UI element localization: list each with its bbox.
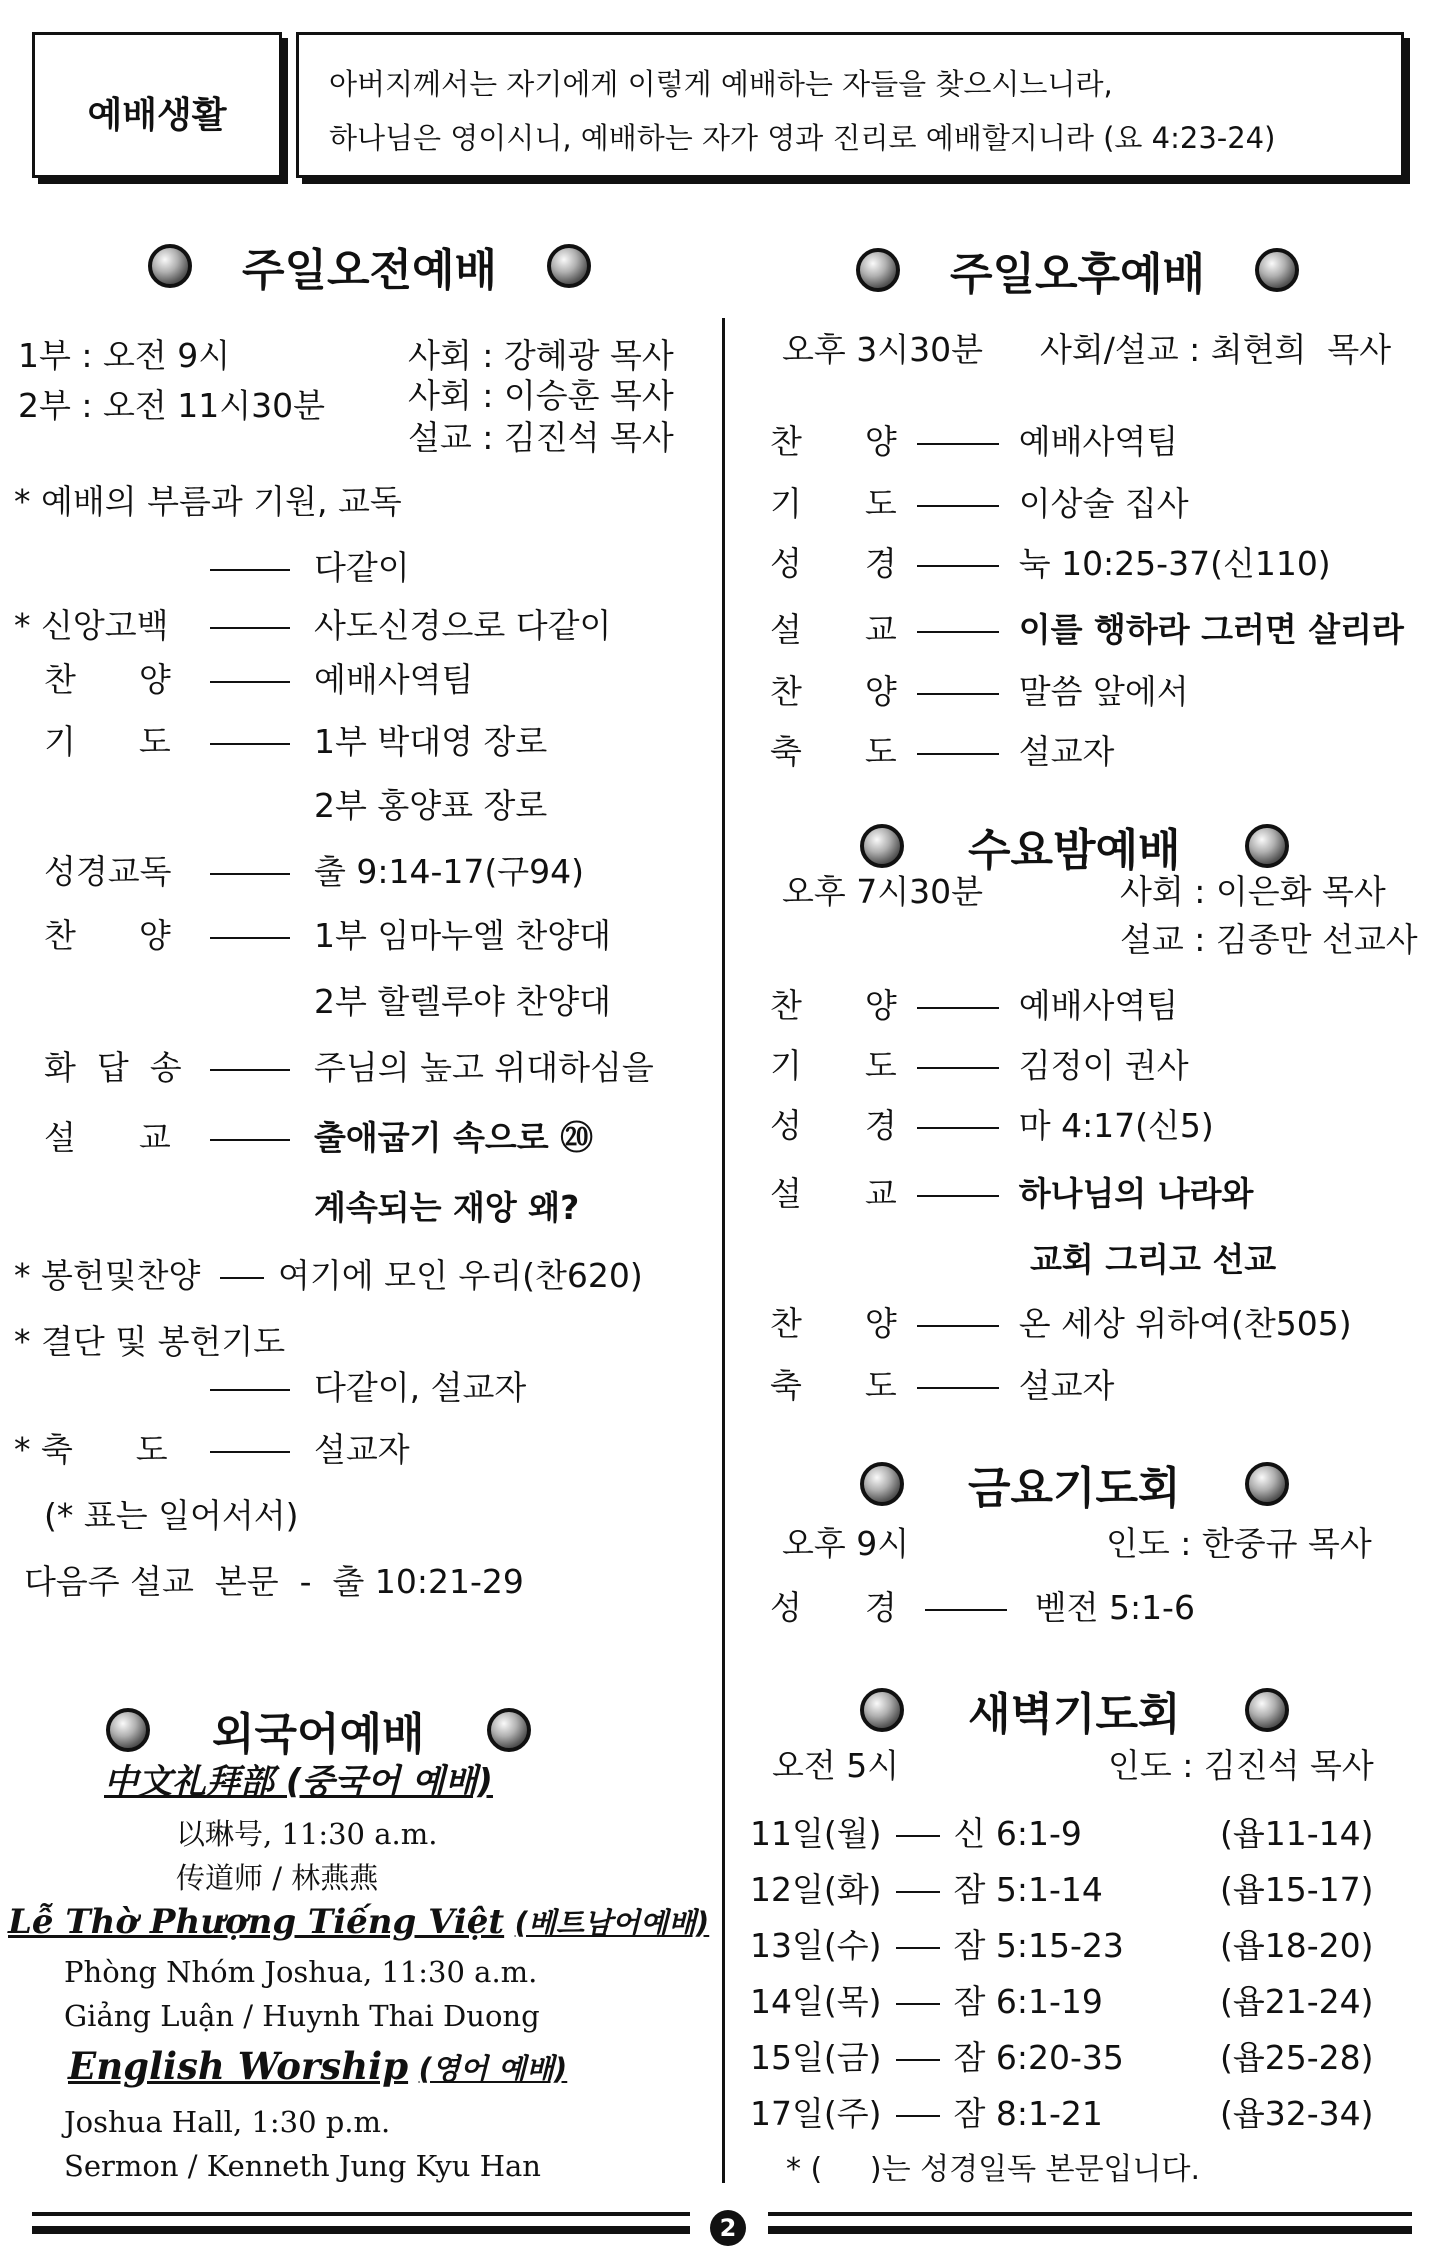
viet-title: Lễ Thờ Phượng Tiếng Việt [8,1902,505,1942]
eng-line-1: Joshua Hall, 1:30 p.m. [64,2105,391,2139]
eng-title-row [68,2044,567,2091]
chinese-line-1: 以琳号, 11:30 a.m. [176,1817,438,1851]
footer-rule-left-top [32,2212,690,2216]
eng-line-2: Sermon / Kenneth Jung Kyu Han [64,2149,541,2183]
footer-rule-left-bottom [32,2226,690,2234]
dawn-row-ref: (욥21-24) [1220,1982,1374,2021]
viet-line-1: Phòng Nhóm Joshua, 11:30 a.m. [64,1955,538,1989]
am-sermon-val-1: 출애굽기 속으로 ⑳ [314,1118,594,1157]
am-offering-val: 여기에 모인 우리(찬620) [278,1256,643,1295]
wed-time: 오후 7시30분 [782,872,983,911]
am-decision-row [186,1366,526,1410]
friday-title: 금요기도회 [968,1463,1181,1514]
bullet-icon [1255,248,1299,292]
dawn-note: * ( )는 성경일독 본문입니다. [786,2152,1201,2187]
bullet-icon [148,244,192,288]
am-leader-1: 사회 : 강혜광 목사 [408,336,674,375]
pm-time: 오후 3시30분 [782,330,983,369]
dawn-row: 12일(화) 잠 5:1-14 [750,1870,1103,1909]
am-call: * 예배의 부름과 기원, 교독 [14,482,402,521]
am-reading-label: 성경교독 [44,852,172,891]
footer-rule-right-top [768,2212,1412,2216]
pm-leader: 사회/설교 : 최현희 목사 [1040,330,1392,369]
am-offering-row [206,1254,643,1298]
am-sermon-row [186,1116,593,1160]
wed-row-5: 찬 양 온 세상 위하여(찬505) [770,1304,1352,1343]
wednesday-header [860,814,1289,878]
am-decision-label: * 결단 및 봉헌기도 [14,1322,286,1361]
dawn-row: 13일(수) 잠 5:15-23 [750,1926,1124,1965]
pm-row-4: 설 교 이를 행하라 그러면 살리라 [770,610,1404,649]
bullet-icon [487,1708,531,1752]
am-response-label: 화 답 송 [44,1048,182,1087]
am-creed-label: * 신앙고백 [14,606,169,645]
am-prayer-val-1: 1부 박대영 장로 [314,722,548,761]
chinese-title: 中文礼拜部 (중국어 예배) [104,1762,493,1802]
bullet-icon [860,1688,904,1732]
pm-row-3: 성 경 눅 10:25-37(신110) [770,544,1331,583]
am-reading-row [186,850,584,894]
verse-line-2: 하나님은 영이시니, 예배하는 자가 영과 진리로 예배할지니라 (요 4:23-24) [329,121,1276,155]
am-prayer-row [186,720,547,764]
fri-row-1: 성 경 벧전 5:1-6 [770,1588,1195,1627]
section-label: 예배생활 [87,95,227,136]
sunday-pm-title: 주일오후예배 [950,249,1206,300]
chinese-line-2: 传道师 / 林燕燕 [176,1861,379,1895]
bullet-icon [860,1462,904,1506]
am-praise-label: 찬 양 [44,660,171,699]
wed-leader: 사회 : 이은화 목사 [1120,872,1386,911]
wed-row-3: 성 경 마 4:17(신5) [770,1106,1214,1145]
sunday-pm-header [856,238,1299,302]
am-next-sermon: 다음주 설교 본문 - 출 10:21-29 [24,1562,524,1601]
bullet-icon [856,248,900,292]
eng-title: English Worship [68,2044,409,2088]
wed-preacher: 설교 : 김종만 선교사 [1120,920,1418,959]
bullet-icon [860,824,904,868]
am-response-row [186,1046,654,1090]
verse-box [296,32,1404,178]
dawn-row-ref: (욥25-28) [1220,2038,1374,2077]
friday-header [860,1452,1289,1516]
am-call-row [186,546,410,590]
am-choir-val-1: 1부 임마누엘 찬양대 [314,916,611,955]
bullet-icon [1245,824,1289,868]
am-note: (* 표는 일어서서) [44,1496,299,1535]
am-call-val: 다같이 [314,548,410,587]
dawn-row-ref: (욥11-14) [1220,1814,1374,1853]
pm-row-2: 기 도 이상술 집사 [770,484,1189,523]
am-praise-row [186,658,473,702]
bullet-icon [1245,1688,1289,1732]
wed-sermon-val-2: 교회 그리고 선교 [1030,1240,1277,1279]
bullet-icon [547,244,591,288]
fri-leader: 인도 : 한중규 목사 [1106,1524,1372,1563]
foreign-title: 외국어예배 [212,1709,425,1760]
dawn-row: 15일(금) 잠 6:20-35 [750,2038,1124,2077]
viet-title-row [8,1900,709,1945]
verse-line-1: 아버지께서는 자기에게 이렇게 예배하는 자들을 찾으시느니라, [329,67,1113,101]
am-offering-label: * 봉헌및찬양 [14,1256,201,1295]
am-prayer-val-2: 2부 홍양표 장로 [314,786,548,825]
am-reading-val: 출 9:14-17(구94) [314,852,584,891]
am-bless-val: 설교자 [314,1430,410,1469]
dawn-header [860,1678,1289,1742]
pm-row-5: 찬 양 말씀 앞에서 [770,672,1189,711]
am-creed-row [186,604,611,648]
section-label-box [32,32,282,178]
viet-sub: (베트남어예배) [514,1906,710,1940]
pm-row-6: 축 도 설교자 [770,732,1115,771]
sunday-am-header [148,234,591,298]
viet-line-2: Giảng Luận / Huynh Thai Duong [64,1999,540,2033]
wed-row-6: 축 도 설교자 [770,1366,1115,1405]
am-preacher: 설교 : 김진석 목사 [408,418,674,457]
page-number: 2 [710,2210,746,2246]
am-sermon-label: 설 교 [44,1118,171,1157]
dawn-time: 오전 5시 [772,1746,900,1785]
am-response-val: 주님의 높고 위대하심을 [314,1048,654,1087]
dawn-row: 11일(월) 신 6:1-9 [750,1814,1082,1853]
am-sermon-val-2: 계속되는 재앙 왜? [314,1188,580,1227]
am-choir-row [186,914,611,958]
am-bless-row [186,1428,410,1472]
bullet-icon [1245,1462,1289,1506]
bullet-icon [106,1708,150,1752]
dawn-row-ref: (욥15-17) [1220,1870,1374,1909]
am-prayer-label: 기 도 [44,722,171,761]
eng-sub: (영어 예배) [418,2052,568,2086]
am-leader-2: 사회 : 이승훈 목사 [408,376,674,415]
pm-row-1: 찬 양 예배사역팀 [770,422,1179,461]
wed-row-1: 찬 양 예배사역팀 [770,986,1179,1025]
sunday-am-title: 주일오전예배 [242,245,498,296]
am-time-2: 2부 : 오전 11시30분 [18,386,325,425]
foreign-header [106,1698,531,1762]
am-choir-label: 찬 양 [44,916,171,955]
dawn-row-ref: (욥32-34) [1220,2094,1374,2133]
dawn-row: 14일(목) 잠 6:1-19 [750,1982,1103,2021]
fri-time: 오후 9시 [782,1524,910,1563]
column-divider [722,318,725,2183]
dawn-row-ref: (욥18-20) [1220,1926,1374,1965]
am-time-1: 1부 : 오전 9시 [18,336,231,375]
am-creed-val: 사도신경으로 다같이 [314,606,612,645]
am-choir-val-2: 2부 할렐루야 찬양대 [314,982,611,1021]
dawn-title: 새벽기도회 [968,1689,1181,1740]
wednesday-title: 수요밤예배 [968,825,1181,876]
am-decision-val: 다같이, 설교자 [314,1368,527,1407]
am-bless-label: * 축 도 [14,1430,168,1469]
wed-row-4: 설 교 하나님의 나라와 [770,1174,1254,1213]
am-praise-val: 예배사역팀 [314,660,474,699]
dawn-leader: 인도 : 김진석 목사 [1108,1746,1374,1785]
dawn-row: 17일(주) 잠 8:1-21 [750,2094,1103,2133]
wed-row-2: 기 도 김정이 권사 [770,1046,1189,1085]
footer-rule-right-bottom [768,2226,1412,2234]
